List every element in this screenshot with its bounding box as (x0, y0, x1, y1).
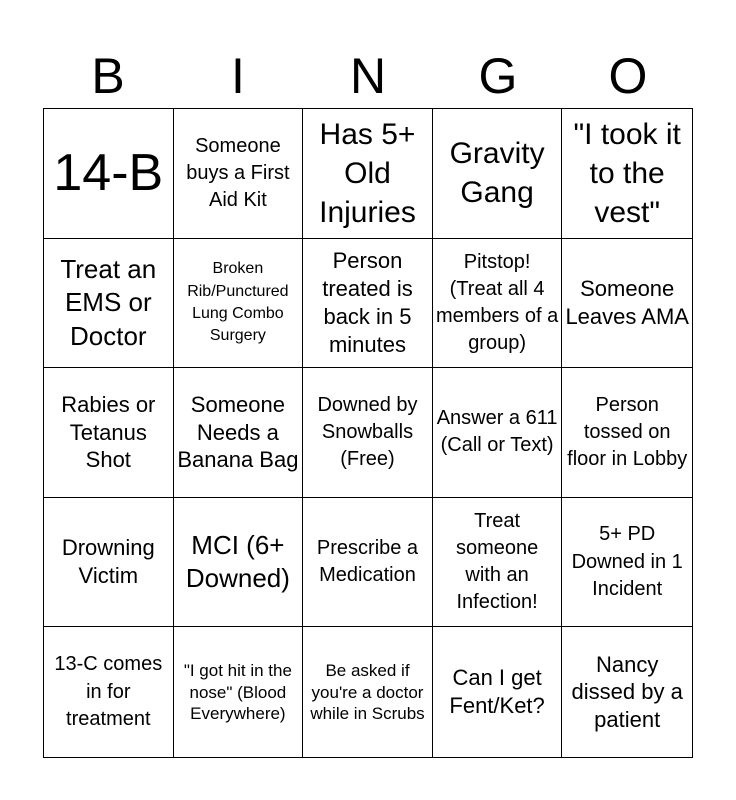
bingo-cell[interactable]: MCI (6+ Downed) (174, 498, 304, 628)
bingo-cell[interactable]: Treat someone with an Infection! (433, 498, 563, 628)
bingo-cell[interactable]: Drowning Victim (44, 498, 174, 628)
bingo-cell[interactable]: Pitstop! (Treat all 4 members of a group) (433, 239, 563, 369)
bingo-cell[interactable]: Answer a 611 (Call or Text) (433, 368, 563, 498)
bingo-cell[interactable]: Be asked if you're a doctor while in Scrubs (303, 627, 433, 757)
header-letter-i: I (231, 48, 245, 104)
bingo-cell[interactable]: Has 5+ Old Injuries (303, 109, 433, 239)
bingo-cell[interactable]: Prescribe a Medication (303, 498, 433, 628)
bingo-cell[interactable]: 14-B (44, 109, 174, 239)
bingo-cell[interactable]: Someone Needs a Banana Bag (174, 368, 304, 498)
header-letter-n: N (349, 48, 387, 104)
header-letter-g: G (478, 48, 518, 104)
bingo-cell[interactable]: "I got hit in the nose" (Blood Everywhere) (174, 627, 304, 757)
bingo-cell[interactable]: 13-C comes in for treatment (44, 627, 174, 757)
bingo-cell[interactable]: Gravity Gang (433, 109, 563, 239)
bingo-cell[interactable]: 5+ PD Downed in 1 Incident (562, 498, 692, 628)
bingo-cell[interactable]: Rabies or Tetanus Shot (44, 368, 174, 498)
header-letter-b: B (91, 48, 125, 104)
bingo-cell[interactable]: "I took it to the vest" (562, 109, 692, 239)
bingo-board (43, 108, 693, 758)
bingo-cell[interactable]: Nancy dissed by a patient (571, 651, 683, 733)
bingo-cell[interactable]: Person tossed on floor in Lobby (562, 368, 692, 498)
bingo-cell[interactable]: Someone Leaves AMA (562, 239, 692, 369)
bingo-cell[interactable]: Broken Rib/Punctured Lung Combo Surgery (174, 239, 304, 369)
bingo-cell[interactable]: Can I get Fent/Ket? (433, 627, 563, 757)
header-letter-o: O (608, 48, 648, 104)
bingo-cell[interactable]: Someone buys a First Aid Kit (174, 109, 304, 239)
bingo-cell[interactable]: Person treated is back in 5 minutes (303, 239, 433, 369)
bingo-header (43, 44, 693, 108)
bingo-cell[interactable]: Treat an EMS or Doctor (44, 239, 174, 369)
bingo-cell[interactable]: Downed by Snowballs (Free) (303, 368, 433, 498)
